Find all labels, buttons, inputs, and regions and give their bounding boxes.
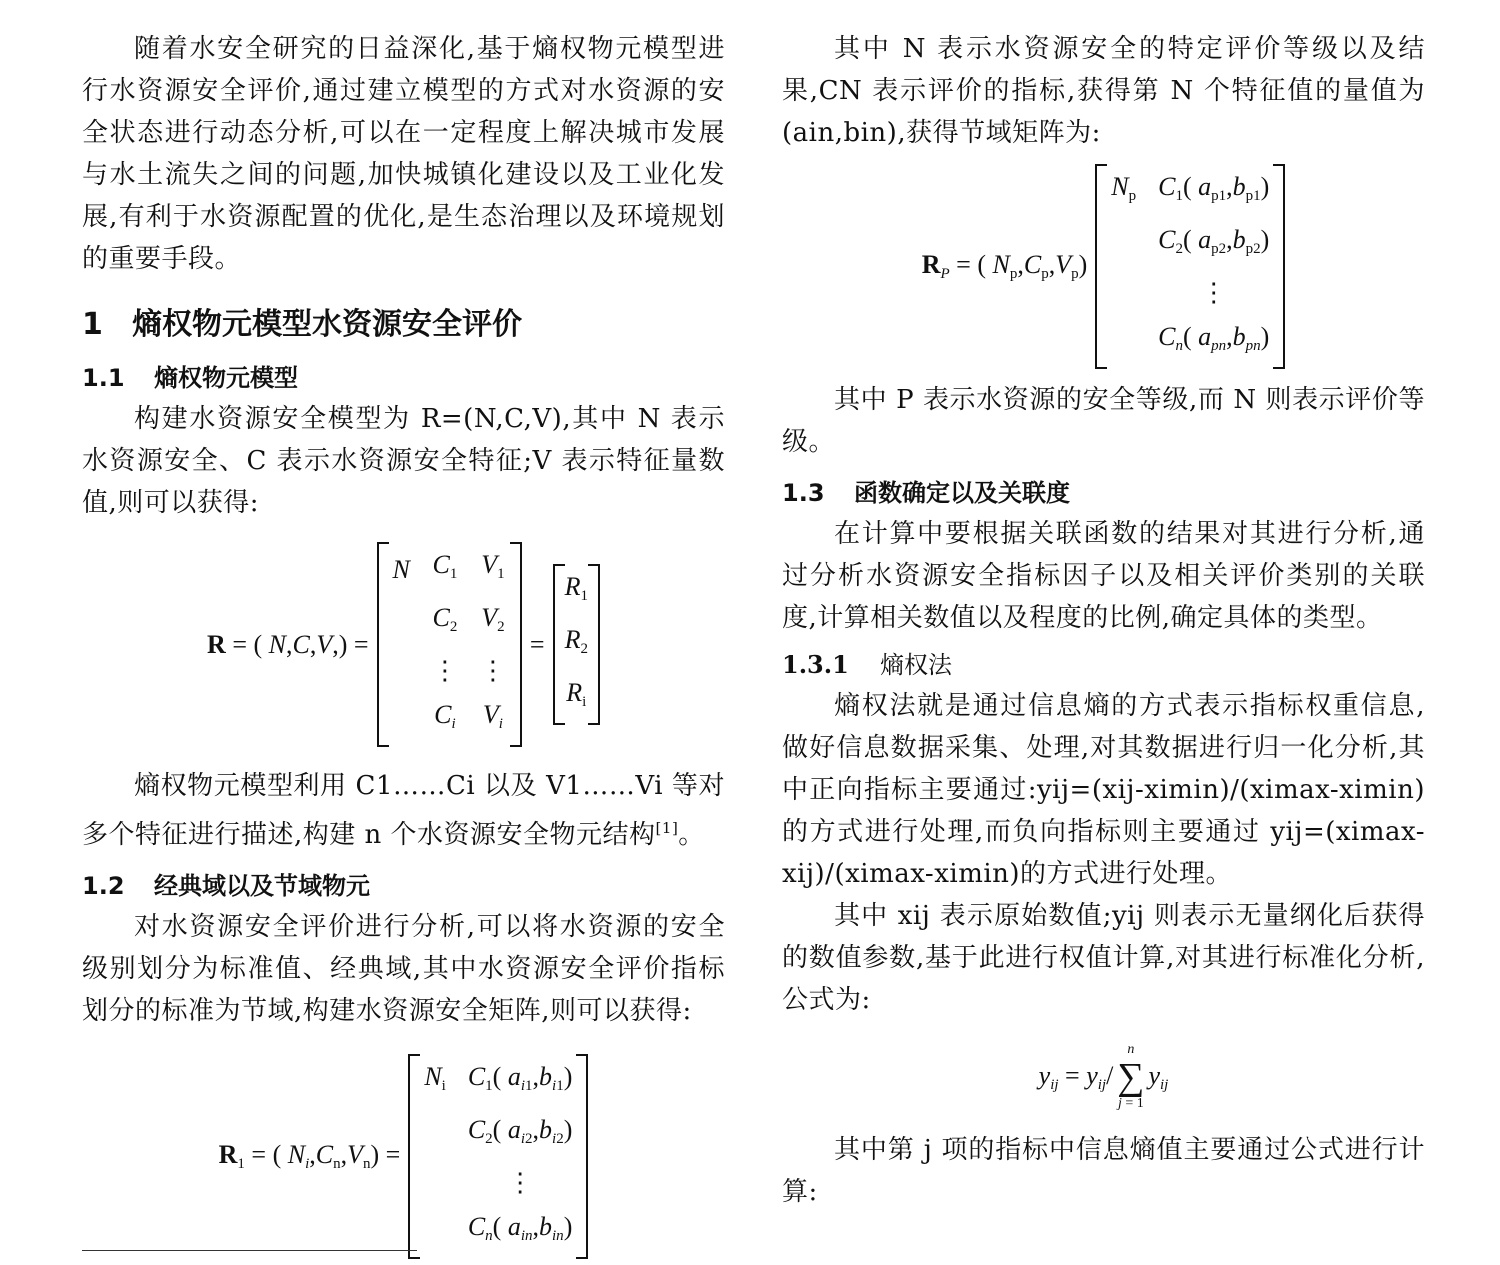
citation-1: [1]	[655, 819, 679, 837]
section-1-3-title: 函数确定以及关联度	[854, 479, 1070, 507]
section-1-title: 熵权物元模型水资源安全评价	[132, 307, 522, 342]
paragraph-1-1-b	[82, 765, 725, 856]
paragraph-1-2: 对水资源安全评价进行分析,可以将水资源的安全级别划分为标准值、经典域,其中水资源安全评价指标划分的标准为节域,构建水资源安全矩阵,则可以获得:	[82, 912, 725, 1026]
section-1-1-number: 1.1	[82, 364, 125, 392]
matrix-node-domain: $N_p$ $C_1$( $a_{p1},b_{p1}$) $C_2$( $a_{p2},b_{p2}$) ⋮ $C_n$( $a_{pn},b_{pn}$)	[1095, 164, 1285, 369]
paragraph-right-a: 其中 N 表示水资源安全的特定评价等级以及结果,CN 表示评价的指标,获得第 N 个特征值的量值为(ain,bin),获得节域矩阵为:	[782, 34, 1425, 148]
formula-r-matrix: R = ( N,C,V,) = N $C_1$ $V_1$ $C_2$ $V_2$ ⋮ ⋮ $C_i$ $V_i$ = $R_1$ $R_2$ $R_i$	[82, 542, 725, 747]
left-column	[82, 28, 725, 1259]
paragraph-1-3-1-a: 熵权法就是通过信息熵的方式表示指标权重信息,做好信息数据采集、处理,对其数据进行归一化分析,其中正向指标主要通过:yij=(xij-ximin)/(ximax-ximin)的方式进行处理,而负向指标则主要通过 yij=(ximax-xij)/(ximax-ximin)的方式进行处理。	[782, 691, 1425, 889]
paragraph-1-1-b-text: 熵权物元模型利用 C1……Ci 以及 V1……Vi 等对多个特征进行描述,构建 n 个水资源安全物元结构	[82, 771, 725, 850]
matrix-ncv: N $C_1$ $V_1$ $C_2$ $V_2$ ⋮ ⋮ $C_i$ $V_i$	[377, 542, 522, 747]
paragraph-1-3-1-b: 其中 xij 表示原始数值;yij 则表示无量纲化后获得的数值参数,基于此进行权值计算,对其进行标准化分析,公式为:	[782, 901, 1425, 1015]
paragraph-1-1-b-end: 。	[678, 820, 705, 850]
section-1-3-1-number: 1.3.1	[782, 650, 849, 679]
section-1-2-heading	[82, 866, 725, 906]
section-1-1-title: 熵权物元模型	[154, 364, 298, 392]
paragraph-1-3: 在计算中要根据关联函数的结果对其进行分析,通过分析水资源安全指标因子以及相关评价类别的关联度,计算相关数值以及程度的比例,确定具体的类型。	[782, 519, 1425, 633]
right-column	[782, 28, 1425, 1213]
section-1-3-1-heading	[782, 645, 1425, 685]
section-1-heading	[82, 302, 725, 348]
section-1-1-heading	[82, 358, 725, 398]
formula-normalization: $y_{ij} = y_{ij}/$ n ∑ j = 1 $y_{ij}$	[1038, 1042, 1169, 1111]
intro-paragraph: 随着水安全研究的日益深化,基于熵权物元模型进行水资源安全评价,通过建立模型的方式对水资源的安全状态进行动态分析,可以在一定程度上解决城市发展与水土流失之间的问题,加快城镇化建设以及工业化发展,有利于水资源配置的优化,是生态治理以及环境规划的重要手段。	[82, 34, 725, 274]
formula-rp-matrix: $R_P$ = ( $N_p,C_p,V_p$) $N_p$ $C_1$( $a_{p1},b_{p1}$) $C_2$( $a_{p2},b_{p2}$) ⋮ $C_n$( $a_{pn},b_{pn}$)	[782, 164, 1425, 369]
section-1-3-number: 1.3	[782, 479, 825, 507]
formula-r1-matrix: $R_1$ = ( $N_i,C_n,V_n$) = $N_i$ $C_1$( $a_{i1},b_{i1}$) $C_2$( $a_{i2},b_{i2}$) ⋮ $C_n$( $a_{in},b_{in}$)	[82, 1054, 725, 1259]
matrix-classic-domain: $N_i$ $C_1$( $a_{i1},b_{i1}$) $C_2$( $a_{i2},b_{i2}$) ⋮ $C_n$( $a_{in},b_{in}$)	[408, 1054, 588, 1259]
paragraph-1-1-a: 构建水资源安全模型为 R=(N,C,V),其中 N 表示水资源安全、C 表示水资源安全特征;V 表示特征量数值,则可以获得:	[82, 404, 725, 518]
section-1-3-heading	[782, 473, 1425, 513]
matrix-r-vector: $R_1$ $R_2$ $R_i$	[553, 564, 600, 725]
section-1-number: 1	[82, 307, 103, 342]
section-1-2-number: 1.2	[82, 872, 125, 900]
section-1-3-1-title: 熵权法	[880, 651, 952, 679]
footnote-divider	[82, 1250, 417, 1251]
paragraph-1-3-1-c: 其中第 j 项的指标中信息熵值主要通过公式进行计算:	[782, 1135, 1425, 1207]
paragraph-right-b: 其中 P 表示水资源的安全等级,而 N 则表示评价等级。	[782, 385, 1425, 457]
section-1-2-title: 经典域以及节域物元	[154, 872, 370, 900]
